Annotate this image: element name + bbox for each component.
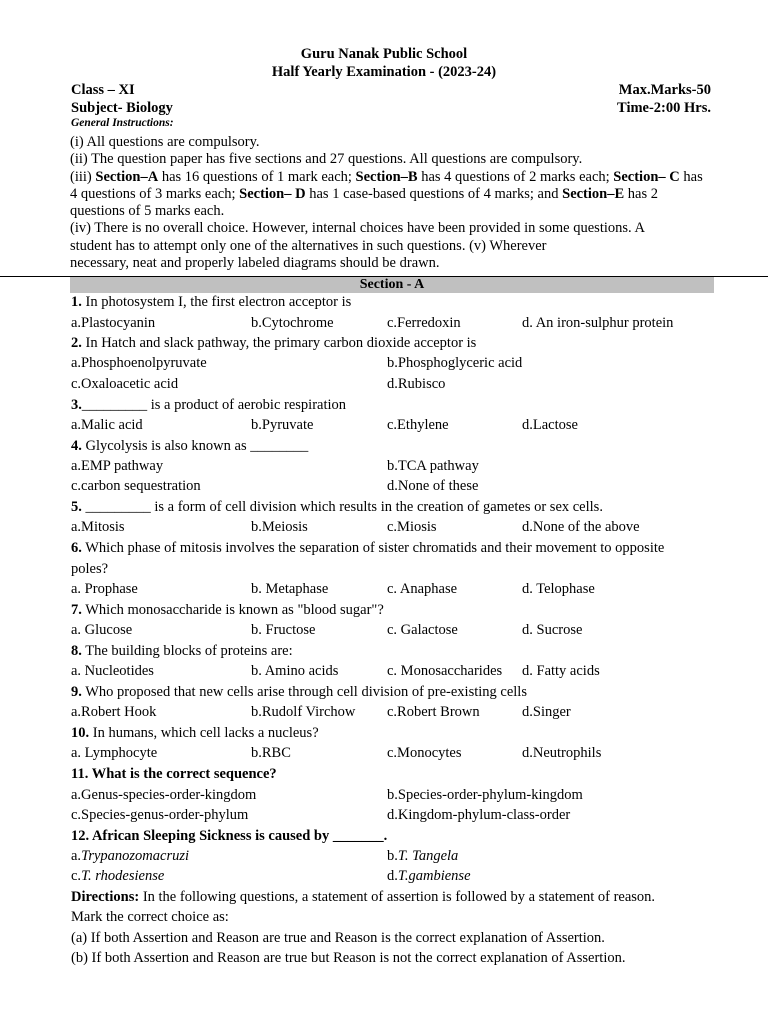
q10-option-d: d.Neutrophils (522, 745, 602, 761)
school-name: Guru Nanak Public School (300, 46, 468, 62)
q7-option-d: d. Sucrose (522, 622, 583, 638)
q2-option-d: d.Rubisco (387, 376, 446, 392)
question-9: 9. Who proposed that new cells arise through cell division of pre-existing cells (71, 684, 527, 700)
question-2: 2. In Hatch and slack pathway, the primary carbon dioxide acceptor is (71, 335, 477, 351)
q9-option-d: d.Singer (522, 704, 571, 720)
exam-title: Half Yearly Examination - (2023-24) (271, 64, 497, 80)
question-12: 12. African Sleeping Sickness is caused by _______. (71, 828, 388, 844)
q3-option-a: a.Malic acid (71, 417, 143, 433)
q10-option-a: a. Lymphocyte (71, 745, 158, 761)
q4-option-a: a.EMP pathway (71, 458, 164, 474)
q7-option-a: a. Glucose (71, 622, 133, 638)
q12-option-a: a.Trypanozomacruzi (71, 848, 190, 864)
instruction-ii: (ii) The question paper has five sections and 27 questions. All questions are compulsory. (70, 151, 583, 168)
instruction-iv-line2: student has to attempt only one of the alternatives in such questions. (v) Wherever (70, 237, 547, 254)
question-3: 3._________ is a product of aerobic respiration (71, 397, 347, 413)
max-marks: Max.Marks-50 (618, 82, 711, 98)
q10-option-c: c.Monocytes (387, 745, 462, 761)
q5-option-d: d.None of the above (522, 519, 640, 535)
q3-option-d: d.Lactose (522, 417, 578, 433)
question-7: 7. Which monosaccharide is known as "blood sugar"? (71, 602, 384, 618)
q1-option-a: a.Plastocyanin (71, 315, 156, 331)
q3-option-b: b.Pyruvate (251, 417, 314, 433)
q2-option-a: a.Phosphoenolpyruvate (71, 355, 207, 371)
q1-option-c: c.Ferredoxin (387, 315, 461, 331)
general-instructions (70, 134, 712, 272)
q5-option-a: a.Mitosis (71, 519, 125, 535)
question-4: 4. Glycolysis is also known as ________ (71, 438, 309, 454)
q1-option-d: d. An iron-sulphur protein (522, 315, 674, 331)
q4-option-d: d.None of these (387, 478, 479, 494)
q5-option-b: b.Meiosis (251, 519, 308, 535)
q9-option-a: a.Robert Hook (71, 704, 157, 720)
q12-option-b: b.T. Tangela (387, 848, 459, 864)
q6-option-a: a. Prophase (71, 581, 138, 597)
q9-option-c: c.Robert Brown (387, 704, 480, 720)
q11-option-c: c.Species-genus-order-phylum (71, 807, 249, 823)
question-6-continued: poles? (71, 561, 109, 577)
q8-option-a: a. Nucleotides (71, 663, 154, 679)
q3-option-c: c.Ethylene (387, 417, 449, 433)
question-5: 5. _________ is a form of cell division which results in the creation of gametes or sex cells. (71, 499, 603, 515)
q8-option-c: c. Monosaccharides (387, 663, 503, 679)
directions-option-b: (b) If both Assertion and Reason are true but Reason is not the correct explanation of Assertion. (71, 950, 626, 966)
q11-option-b: b.Species-order-phylum-kingdom (387, 787, 583, 803)
q7-option-c: c. Galactose (387, 622, 458, 638)
directions-option-a: (a) If both Assertion and Reason are true and Reason is the correct explanation of Assertion. (71, 930, 605, 946)
time-label: Time-2:00 Hrs. (617, 100, 711, 116)
q4-option-b: b.TCA pathway (387, 458, 479, 474)
q8-option-b: b. Amino acids (251, 663, 339, 679)
q10-option-b: b.RBC (251, 745, 291, 761)
q4-option-c: c.carbon sequestration (71, 478, 201, 494)
instruction-iii: (iii) Section–A has 16 questions of 1 mark each; Section–B has 4 questions of 2 marks each; Section– C has 4 questions of 3 marks each; Section– D has 1 case-based questions of 4 marks; and Section–E has 2 questions of 5 marks each. (70, 168, 703, 220)
q12-option-d: d.T.gambiense (387, 868, 471, 884)
q12-option-c: c.T. rhodesiense (71, 868, 165, 884)
section-a-heading: Section - A (70, 277, 714, 293)
instructions-title: General Instructions: (71, 117, 174, 129)
directions-line-2: Mark the correct choice as: (71, 909, 229, 925)
directions-line-1: Directions: In the following questions, a statement of assertion is followed by a statement of reason. (71, 889, 656, 905)
question-8: 8. The building blocks of proteins are: (71, 643, 293, 659)
q6-option-b: b. Metaphase (251, 581, 329, 597)
question-1: 1. In photosystem I, the first electron acceptor is (71, 294, 352, 310)
class-label: Class – XI (71, 82, 135, 98)
q11-option-d: d.Kingdom-phylum-class-order (387, 807, 571, 823)
q6-option-d: d. Telophase (522, 581, 595, 597)
instruction-iv-line3: necessary, neat and properly labeled diagrams should be drawn. (70, 255, 440, 272)
instruction-iv-line1: (iv) There is no overall choice. However, internal choices have been provided in some questions. A (70, 220, 645, 237)
q6-option-c: c. Anaphase (387, 581, 458, 597)
q11-option-a: a.Genus-species-order-kingdom (71, 787, 257, 803)
q5-option-c: c.Miosis (387, 519, 437, 535)
question-10: 10. In humans, which cell lacks a nucleus? (71, 725, 319, 741)
q2-option-b: b.Phosphoglyceric acid (387, 355, 523, 371)
q9-option-b: b.Rudolf Virchow (251, 704, 356, 720)
q1-option-b: b.Cytochrome (251, 315, 334, 331)
q8-option-d: d. Fatty acids (522, 663, 600, 679)
question-11: 11. What is the correct sequence? (71, 766, 277, 782)
q2-option-c: c.Oxaloacetic acid (71, 376, 179, 392)
q7-option-b: b. Fructose (251, 622, 316, 638)
subject-label: Subject- Biology (71, 100, 173, 116)
question-6: 6. Which phase of mitosis involves the separation of sister chromatids and their movement to opposite (71, 540, 665, 556)
instruction-i: (i) All questions are compulsory. (70, 134, 260, 150)
